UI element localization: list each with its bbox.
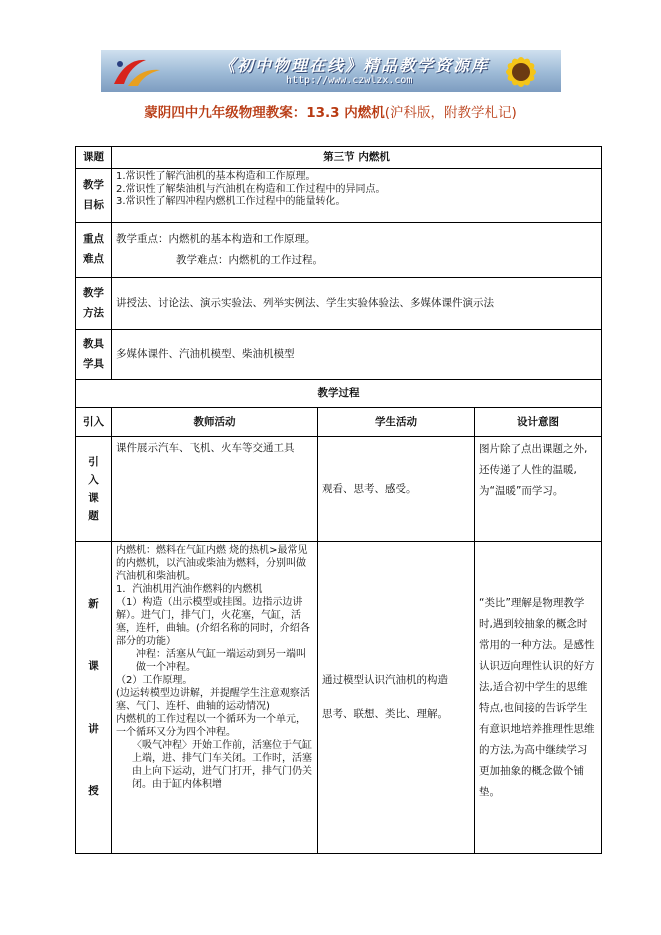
intro-design: 图片除了点出课题之外,还传递了人性的温暖,为“温暖”而学习。 [475, 437, 602, 542]
topic-value: 第三节 内燃机 [112, 147, 602, 169]
row-method [76, 278, 602, 330]
new-lesson-label: 新 课 讲 授 [76, 542, 112, 854]
row-topic [76, 147, 602, 169]
process-title: 教学过程 [76, 380, 602, 408]
intro-student: 观看、思考、感受。 [318, 437, 475, 542]
row-column-headers [76, 408, 602, 437]
row-tools [76, 330, 602, 380]
intro-label: 引 入 课 题 [76, 437, 112, 542]
document-title-main: 蒙阴四中九年级物理教案：13.3 内燃机 [144, 105, 385, 121]
key-points-label: 重点难点 [76, 223, 112, 278]
new-lesson-student [318, 542, 475, 854]
tools-label: 教具学具 [76, 330, 112, 380]
row-process-title [76, 380, 602, 408]
tools-value: 多媒体课件、汽油机模型、柴油机模型 [112, 330, 602, 380]
topic-label: 课题 [76, 147, 112, 169]
col-header-student: 学生活动 [318, 408, 475, 437]
teacher-line: （2）工作原理。 [116, 675, 193, 686]
document-title-suffix: (沪科版，附教学札记) [384, 105, 517, 121]
teacher-line: 冲程：活塞从气缸一端运动到另一端叫做一个冲程。 [136, 649, 306, 673]
method-value: 讲授法、讨论法、演示实验法、列举实例法、学生实验体验法、多媒体课件演示法 [112, 278, 602, 330]
teacher-line: 内燃机的工作过程以一个循环为一个单元，一个循环又分为四个冲程。 [116, 714, 306, 738]
goal-item: 3.常识性了解四冲程内燃机工作过程中的能量转化。 [116, 196, 346, 207]
new-lesson-teacher [112, 542, 318, 854]
key-point: 教学重点：内燃机的基本构造和工作原理。 [116, 233, 316, 245]
new-lesson-design: “类比”理解是物理教学时,遇到较抽象的概念时常用的一种方法。是感性认识迈向理性认识的好方法,适合初中学生的思维特点,也间接的告诉学生有意识地培养推理性思维的方法,为高中继续学习更加抽象的概念做个铺垫。 [475, 542, 602, 854]
method-label: 教学方法 [76, 278, 112, 330]
student-line: 思考、联想、类比、理解。 [322, 707, 448, 720]
teacher-line: （1）构造（出示模型或挂图。边指示边讲解）。进气门，排气门，火花塞，气缸，活塞，连杆，曲轴。(介绍名称的同时，介绍各部分的功能） [116, 597, 310, 647]
goal-item: 1.常识性了解汽油机的基本构造和工作原理。 [116, 171, 316, 182]
site-logo-icon [106, 54, 166, 90]
sunflower-icon [483, 50, 553, 92]
row-new-lesson [76, 542, 602, 854]
row-goals [76, 169, 602, 223]
col-header-teacher: 教师活动 [112, 408, 318, 437]
goal-item: 2.常识性了解柴油机与汽油机在构造和工作过程中的异同点。 [116, 183, 386, 195]
banner-url: http://www.czwlzx.com [286, 75, 413, 86]
header-banner [101, 50, 561, 92]
goals-label: 教学目标 [76, 169, 112, 223]
row-key-points [76, 223, 602, 278]
student-line: 通过模型认识汽油机的构造 [322, 673, 448, 686]
teacher-line: 1．汽油机用汽油作燃料的内燃机 [116, 584, 263, 595]
col-header-design: 设计意图 [475, 408, 602, 437]
teacher-line: 〈吸气冲程〉开始工作前，活塞位于气缸上端，进、排气门车关闭。工作时，活塞 由上向下运动，进气门打开，排气门仍关闭。由于缸内体积增 [132, 740, 312, 790]
difficult-point: 教学难点：内燃机的工作过程。 [176, 254, 323, 266]
document-title [0, 101, 661, 121]
teacher-line: (边运转模型边讲解，并提醒学生注意观察活塞、气门、连杆、曲轴的运动情况) [116, 688, 310, 712]
goals-list [112, 169, 602, 223]
banner-site-name: 《初中物理在线》精品教学资源库 [219, 56, 490, 75]
row-intro [76, 437, 602, 542]
key-points-content [112, 223, 602, 278]
col-header-intro: 引入 [76, 408, 112, 437]
lesson-plan-table [75, 146, 602, 854]
intro-teacher: 课件展示汽车、飞机、火车等交通工具 [112, 437, 318, 542]
teacher-line: 内燃机：燃料在气缸内燃 烧的热机>最常见的内燃机，以汽油或柴油为燃料，分别叫做汽油机和柴油机。 [116, 545, 308, 582]
